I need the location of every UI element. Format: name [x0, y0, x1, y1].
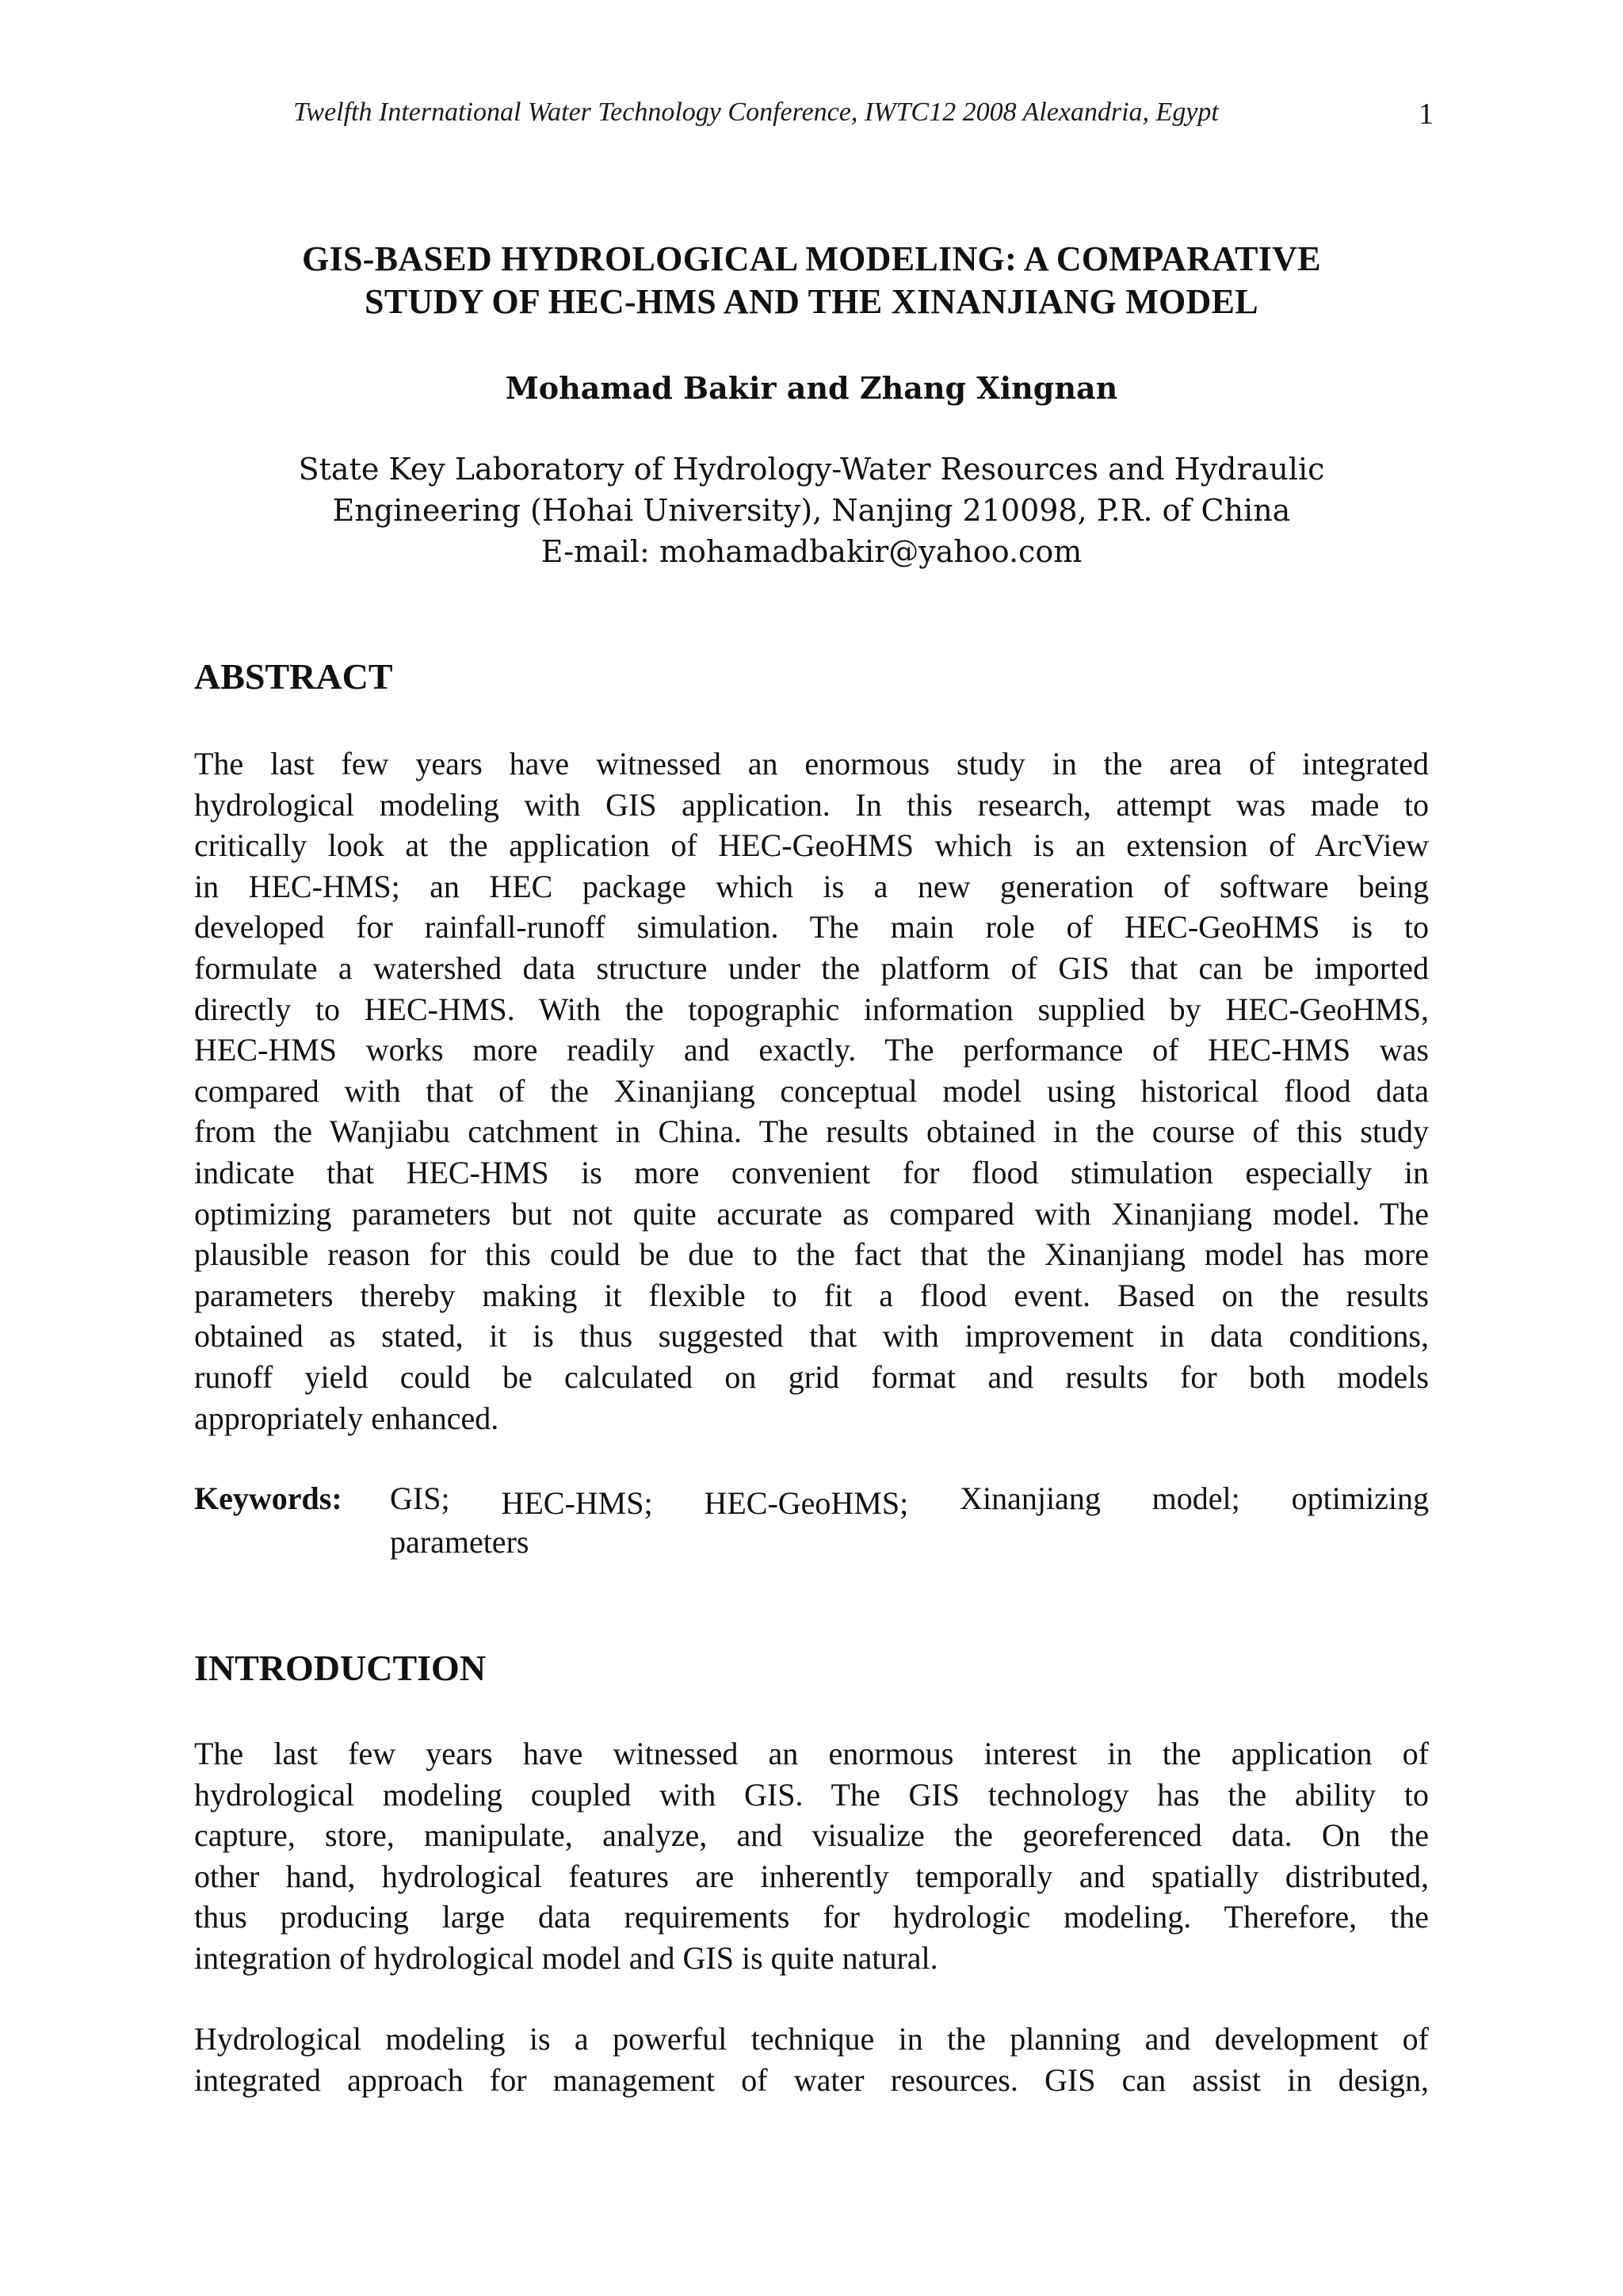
- introduction-line: The last few years have witnessed an enormous interest in the application of: [194, 1736, 1429, 1771]
- abstract-line: from the Wanjiabu catchment in China. The results obtained in the course of this study: [194, 1114, 1429, 1150]
- authors: Mohamad Bakir and Zhang Xingnan: [505, 370, 1118, 406]
- keyword: HEC-GeoHMS;: [704, 1485, 909, 1521]
- abstract-line: optimizing parameters but not quite accurate as compared with Xinanjiang model. The: [194, 1195, 1429, 1232]
- abstract-line: obtained as stated, it is thus suggested that with improvement in data conditions,: [194, 1318, 1429, 1354]
- abstract-line: critically look at the application of HEC-GeoHMS which is an extension of ArcView: [194, 827, 1429, 864]
- abstract-line: runoff yield could be calculated on grid format and results for both models: [194, 1358, 1429, 1395]
- abstract-line: HEC-HMS works more readily and exactly. The performance of HEC-HMS was: [194, 1032, 1429, 1068]
- paper-title: [194, 238, 1429, 323]
- abstract-line: The last few years have witnessed an enormous study in the area of integrated: [194, 746, 1429, 781]
- abstract-line: directly to HEC-HMS. With the topographic information supplied by HEC-GeoHMS,: [194, 991, 1429, 1027]
- keywords-list: [390, 1478, 1429, 1519]
- introduction-heading: INTRODUCTION: [194, 1648, 487, 1688]
- keyword: parameters: [390, 1524, 529, 1560]
- affiliation: [194, 449, 1429, 572]
- abstract-line: parameters thereby making it flexible to fit a flood event. Based on the results: [194, 1277, 1429, 1313]
- affiliation-line: State Key Laboratory of Hydrology-Water Resources and Hydraulic: [298, 452, 1325, 487]
- abstract-line: hydrological modeling with GIS application. In this research, attempt was made to: [194, 786, 1429, 823]
- abstract-line: plausible reason for this could be due to the fact that the Xinanjiang model has more: [194, 1236, 1429, 1273]
- abstract-line: developed for rainfall-runoff simulation. The main role of HEC-GeoHMS is to: [194, 909, 1429, 946]
- abstract-line: formulate a watershed data structure under the platform of GIS that can be imported: [194, 949, 1429, 986]
- keyword: Xinanjiang: [960, 1480, 1101, 1516]
- introduction-line: thus producing large data requirements for hydrologic modeling. Therefore, the: [194, 1899, 1429, 1935]
- keyword: HEC-HMS;: [501, 1485, 653, 1521]
- paper-title-line: STUDY OF HEC-HMS AND THE XINANJIANG MODEL: [365, 282, 1258, 321]
- abstract-line: indicate that HEC-HMS is more convenient for flood stimulation especially in: [194, 1154, 1429, 1190]
- affiliation-line: Engineering (Hohai University), Nanjing 210098, P.R. of China: [332, 493, 1291, 528]
- keywords-label: Keywords:: [194, 1480, 342, 1516]
- introduction-paragraph: [194, 2019, 1429, 2100]
- abstract-line: in HEC-HMS; an HEC package which is a new generation of software being: [194, 868, 1429, 904]
- introduction-line: integrated approach for management of water resources. GIS can assist in design,: [194, 2061, 1429, 2098]
- abstract-line: appropriately enhanced.: [194, 1400, 499, 1436]
- introduction-line: Hydrological modeling is a powerful technique in the planning and development of: [194, 2021, 1429, 2057]
- introduction-line: capture, store, manipulate, analyze, and visualize the georeferenced data. On the: [194, 1817, 1429, 1854]
- keyword: optimizing: [1291, 1480, 1429, 1516]
- abstract-paragraph: [194, 743, 1429, 1438]
- running-header: Twelfth International Water Technology Conference, IWTC12 2008 Alexandria, Egypt: [293, 97, 1219, 127]
- paper-title-line: GIS-BASED HYDROLOGICAL MODELING: A COMPARATIVE: [302, 239, 1321, 278]
- introduction-paragraph: [194, 1733, 1429, 1979]
- page-number: 1: [1419, 97, 1434, 131]
- introduction-line: other hand, hydrological features are inherently temporally and spatially distributed,: [194, 1858, 1429, 1894]
- abstract-line: compared with that of the Xinanjiang conceptual model using historical flood data: [194, 1072, 1429, 1109]
- introduction-line: hydrological modeling coupled with GIS. The GIS technology has the ability to: [194, 1776, 1429, 1813]
- affiliation-email: E-mail: mohamadbakir@yahoo.com: [540, 534, 1083, 569]
- keyword: GIS;: [390, 1480, 450, 1516]
- introduction-line: integration of hydrological model and GIS is quite natural.: [194, 1939, 938, 1976]
- keyword: model;: [1151, 1480, 1240, 1516]
- abstract-heading: ABSTRACT: [194, 656, 393, 697]
